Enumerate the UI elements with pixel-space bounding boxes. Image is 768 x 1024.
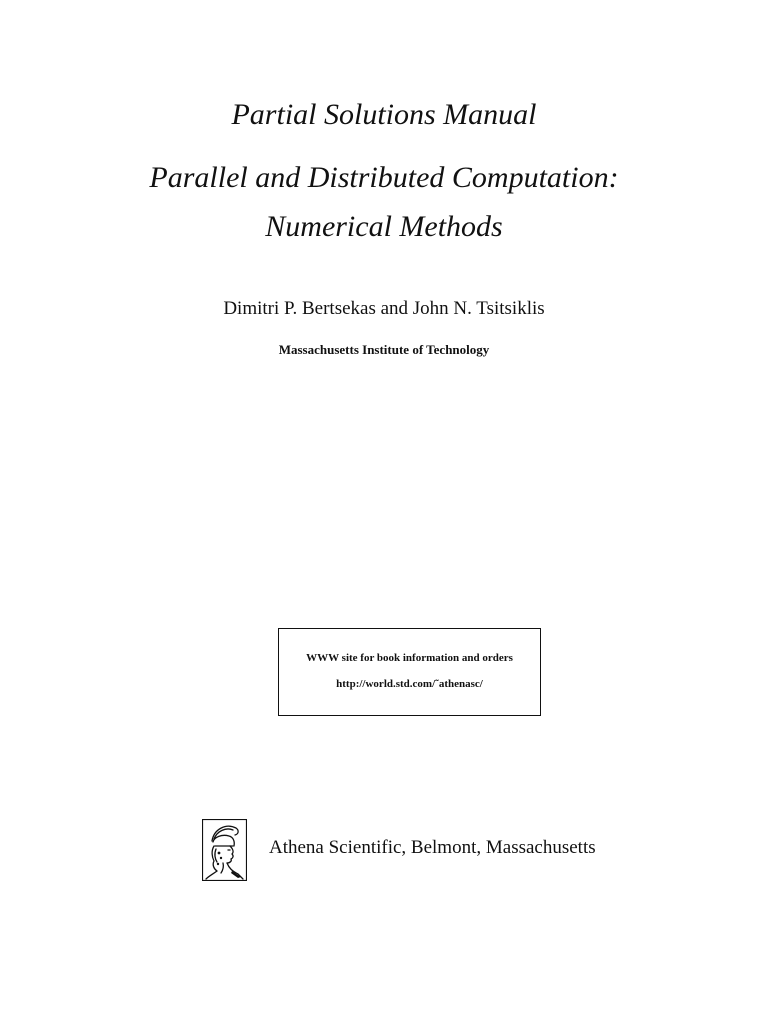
publisher-text: Athena Scientific, Belmont, Massachusetts <box>269 837 596 858</box>
title-line-3: Numerical Methods <box>265 210 503 243</box>
authors: Dimitri P. Bertsekas and John N. Tsitsiklis <box>223 298 545 319</box>
www-info-box <box>278 628 541 716</box>
www-heading: WWW site for book information and orders <box>306 652 513 664</box>
www-url[interactable]: http://world.std.com/˜athenasc/ <box>336 678 483 690</box>
title-line-2: Parallel and Distributed Computation: <box>149 161 619 194</box>
title-line-1: Partial Solutions Manual <box>231 98 537 131</box>
athena-helmet-logo-icon <box>202 819 247 881</box>
affiliation: Massachusetts Institute of Technology <box>278 342 490 357</box>
